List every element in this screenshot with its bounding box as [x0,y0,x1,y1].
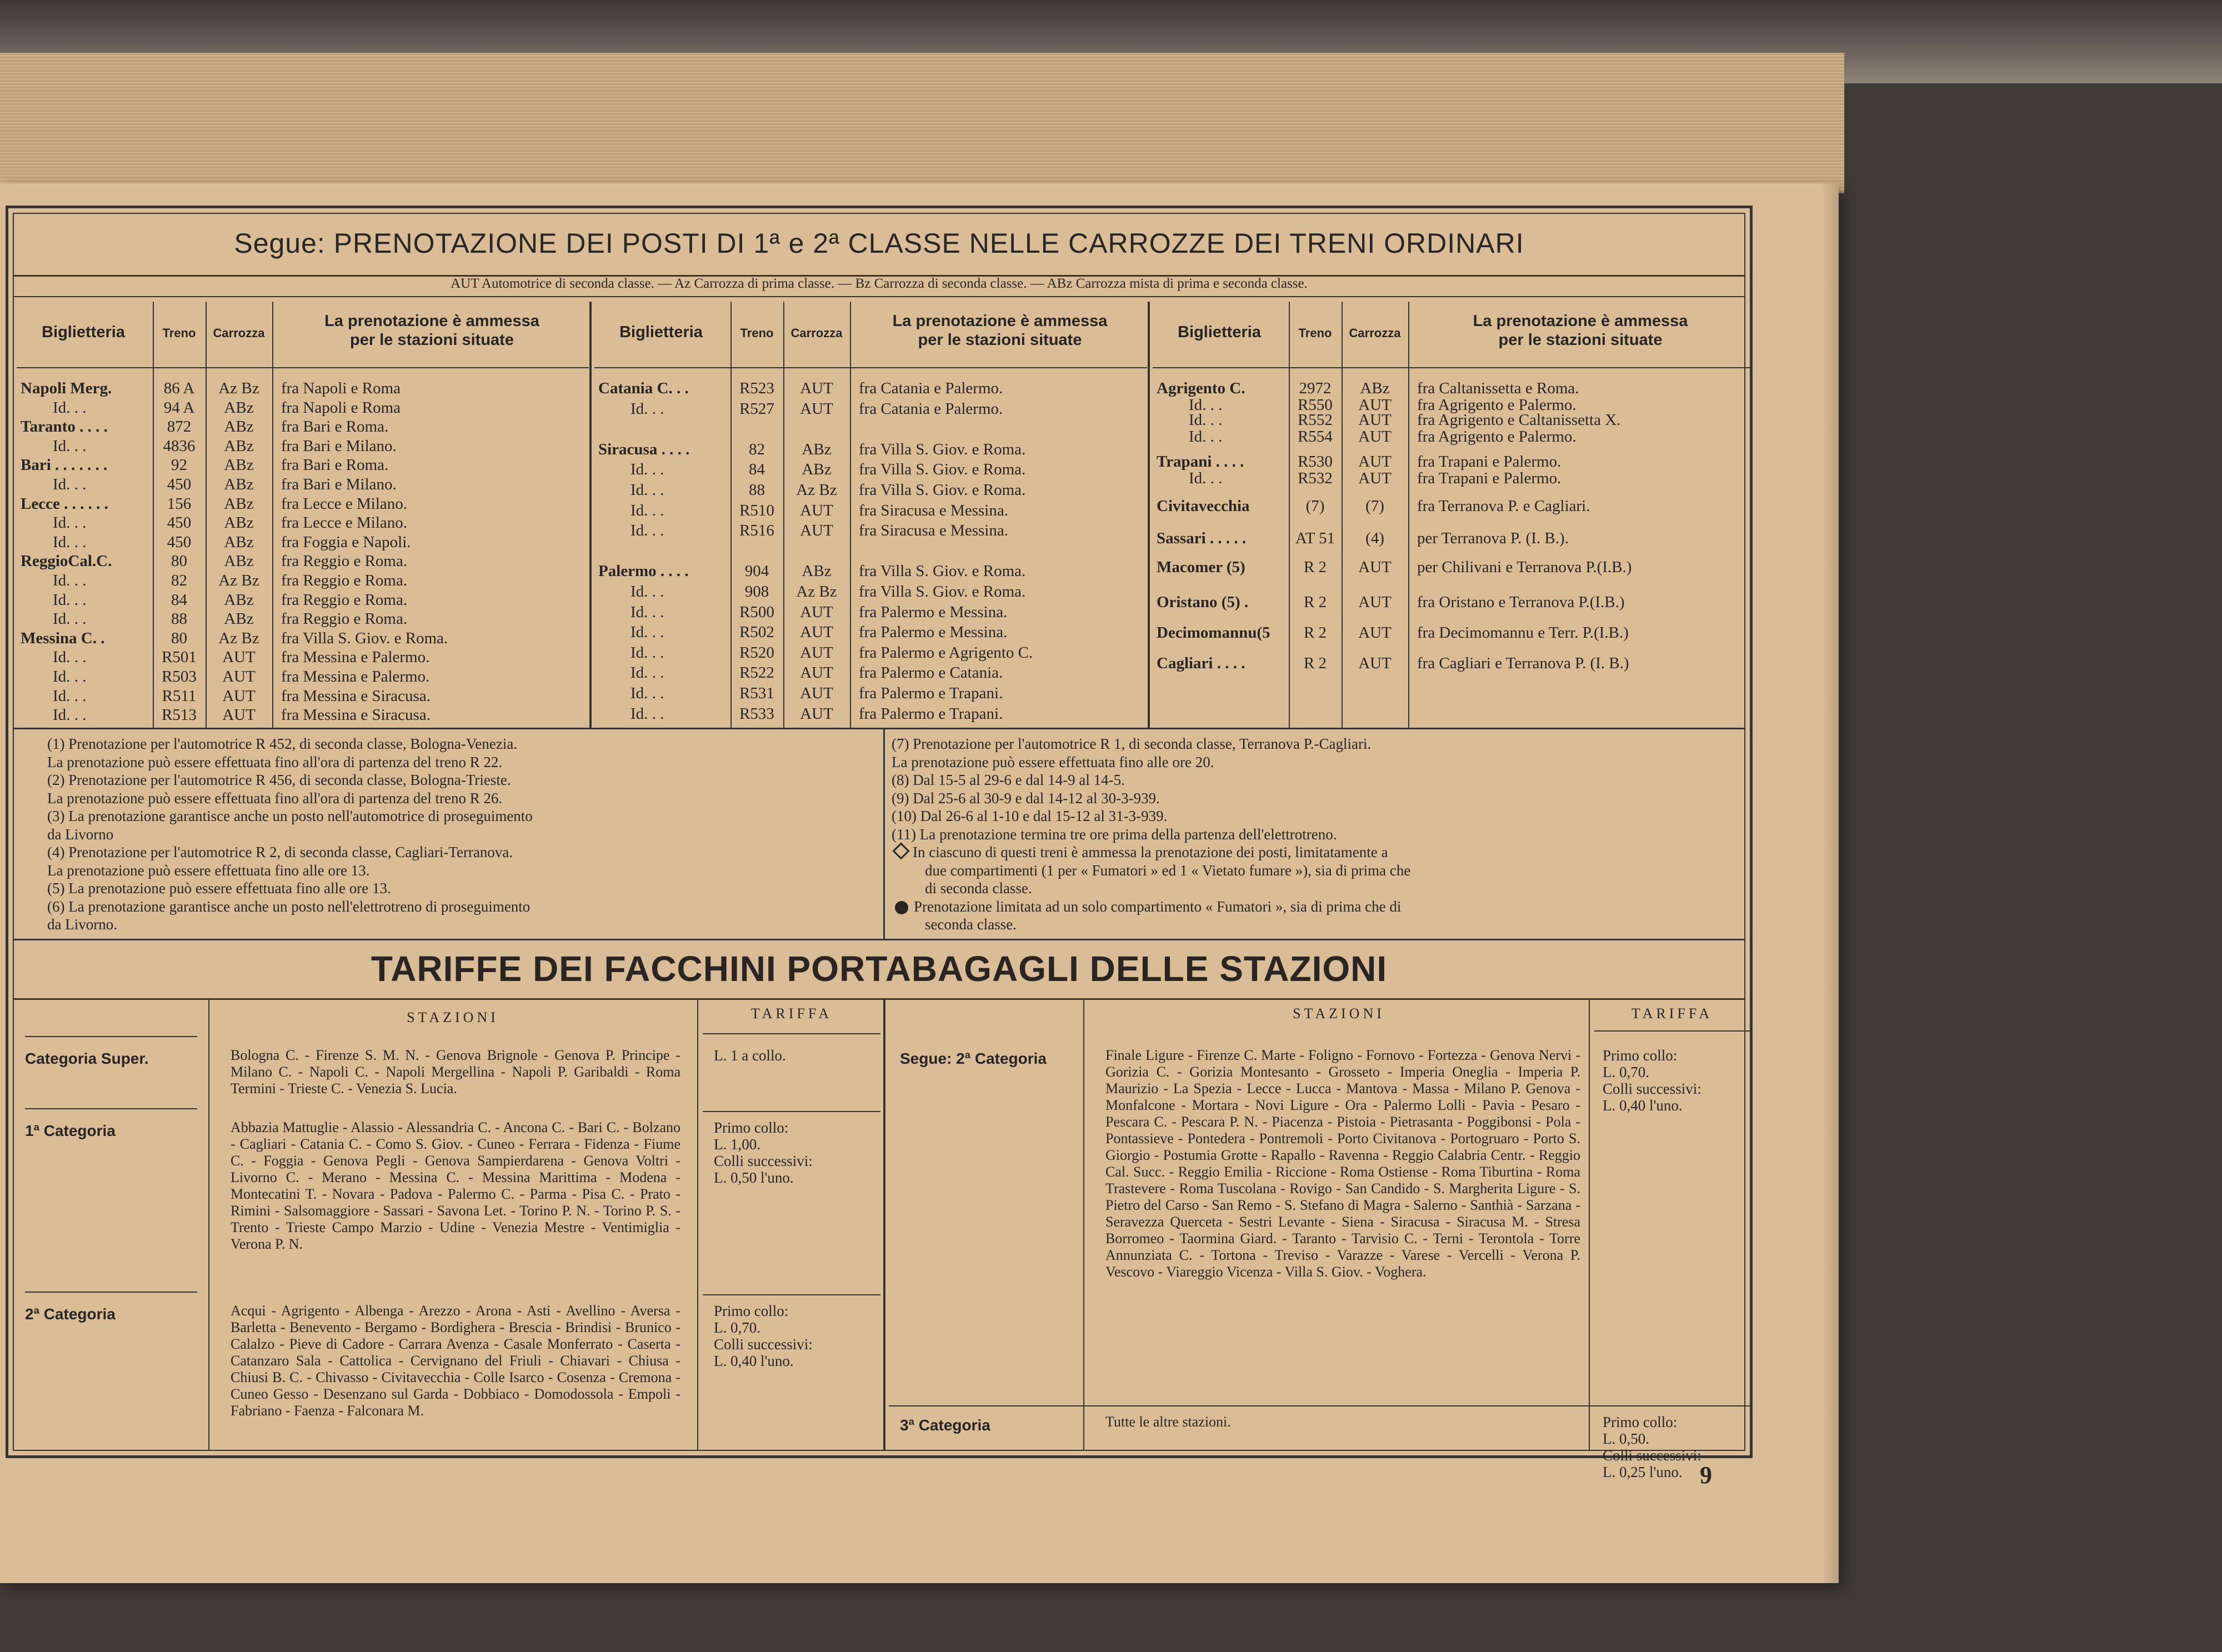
block-rule [1148,302,1150,728]
table-cell-station: Id. . . [53,610,87,628]
table-cell-carriage: AUT [800,603,833,621]
table-cell-train: R 2 [1303,654,1327,672]
footnote: (1) Prenotazione per l'automotrice R 452, di seconda classe, Bologna-Venezia. [47,735,518,752]
table-cell-route: fra Siracusa e Messina. [859,501,1008,519]
table-cell-station: Bari . . . . . . . [21,456,108,474]
table-cell-station: Trapani . . . . [1157,453,1244,470]
station-list: Bologna C. - Firenze S. M. N. - Genova Brignole - Genova P. Principe - Milano C. - Napoli C. - Napoli Mergellina - Napoli P. Garibaldi - Roma Termini - Trieste C. - Venezia S. Lucia. [231,1047,680,1097]
table-cell-route: fra Cagliari e Terranova P. (I. B.) [1417,654,1629,672]
table-cell-train: R530 [1298,453,1333,470]
table-cell-carriage: ABz [224,610,254,628]
column-rule [850,302,851,728]
table-cell-train: 450 [167,533,192,551]
col-header-biglietteria: Biglietteria [1178,323,1261,341]
notes-divider [883,728,885,939]
station-list: Abbazia Mattuglie - Alassio - Alessandria C. - Ancona C. - Bari C. - Bolzano - Cagliari - Catania C. - Como S. Giov. - Cuneo - Ferrara - Fidenza - Fiume C. - Foggia - Genova Pegli - Genova Sampierdarena - Genova Voltri - Livorno C. - Merano - Messina C. - Messina Marittima - Modena - Montecatini T. - Novara - Padova - Palermo C. - Parma - Pisa C. - Prato - Rimini - Salsomaggiore - Sassari - Savona Let. - Torino P. N. - Torino P. S. - Trento - Trieste Campo Marzio - Udine - Venezia Mestre - Ventimiglia - Verona P. N. [231,1119,680,1252]
col-header-prenotazione: La prenotazione è ammessa [324,312,539,330]
table-cell-route: fra Bari e Roma. [281,456,389,474]
table-cell-carriage: Az Bz [218,379,259,397]
footnote-dot [925,915,1017,933]
table-cell-carriage: ABz [802,460,832,479]
tariff-header-tariffa: TARIFFA [750,1005,833,1022]
table-cell-station: Id. . . [630,664,664,682]
footnote: (8) Dal 15-5 al 29-6 e dal 14-9 al 14-5. [892,772,1125,788]
footnote: (7) Prenotazione per l'automotrice R 1, di seconda classe, Terranova P.-Cagliari. [892,735,1372,752]
table-cell-train: 88 [171,610,187,628]
category-label: Categoria Super. [25,1050,149,1067]
tariff-header-stazioni: STAZIONI [407,1009,499,1025]
table-cell-train: 2972 [1299,379,1332,397]
table-cell-train: R520 [739,643,774,662]
page-edges [0,53,1844,193]
table-cell-carriage: ABz [224,418,254,436]
dot-marker-icon [895,901,908,914]
table-cell-station: Cagliari . . . . [1157,654,1245,672]
table-cell-carriage: ABz [224,494,254,513]
table-cell-route: fra Trapani e Palermo. [1417,453,1562,470]
footnote: (5) La prenotazione può essere effettuata fino alle ore 13. [47,880,391,897]
table-cell-station: Messina C. . [21,629,105,647]
table-cell-train: R 2 [1303,593,1327,611]
col-header-carrozza: Carrozza [790,326,843,340]
table-cell-route: fra Oristano e Terranova P.(I.B.) [1417,593,1625,611]
table-cell-train: 156 [167,494,192,513]
col-header-carrozza: Carrozza [1349,326,1401,340]
table-cell-train: R527 [739,399,774,418]
table-cell-station: Id. . . [630,643,664,662]
col-header-prenotazione: La prenotazione è ammessa [1473,312,1688,330]
table-cell-route: fra Agrigento e Caltanissetta X. [1417,411,1621,429]
table-cell-carriage: AUT [800,623,833,642]
tariff-value: Primo collo: L. 0,50. Colli successivi: L. 0,25 l'uno. [1603,1414,1701,1480]
table-cell-carriage: AUT [800,399,833,418]
table-cell-train: R531 [739,684,774,702]
footnote: da Livorno. [47,916,117,933]
table-cell-train: 84 [171,590,187,609]
table-cell-station: Id. . . [53,398,87,417]
table-cell-train: 80 [171,629,187,647]
table-cell-carriage: AUT [222,648,256,667]
table-cell-train: R501 [162,648,197,667]
table-cell-train: R502 [739,623,774,642]
table-cell-station: Id. . . [630,684,664,702]
table-cell-carriage: AUT [1358,396,1392,414]
table-cell-route: fra Villa S. Giov. e Roma. [859,481,1026,499]
table-cell-train: 82 [749,440,765,458]
header-rule [1153,367,1750,368]
table-cell-station: Id. . . [53,475,87,493]
table-cell-route: fra Bari e Milano. [281,475,397,493]
table-cell-carriage: ABz [224,552,254,570]
row-rule [889,1405,1750,1406]
table-cell-train: 450 [167,475,192,493]
table-cell-route: fra Bari e Milano. [281,437,397,455]
page-title: Segue: PRENOTAZIONE DEI POSTI DI 1ª e 2ª CLASSE NELLE CARROZZE DEI TRENI ORDINARI [234,228,1524,259]
diamond-marker-icon [892,842,909,859]
table-cell-station: Id. . . [1189,411,1223,429]
table-cell-train: R 2 [1303,558,1327,576]
footnote: (2) Prenotazione per l'automotrice R 456, di seconda classe, Bologna-Trieste. [47,772,511,788]
table-cell-route: fra Lecce e Milano. [281,514,408,532]
col-header-treno: Treno [740,326,774,340]
table-cell-train: 88 [749,481,765,499]
table-cell-route: fra Catania e Palermo. [859,379,1003,397]
block-rule [589,302,592,728]
table-cell-route: fra Palermo e Agrigento C. [859,643,1033,662]
footnote: da Livorno [47,825,114,843]
table-cell-station: Civitavecchia [1157,497,1250,515]
table-cell-carriage: AUT [1358,654,1392,672]
table-cell-carriage: AUT [800,379,833,397]
notes-bottom-rule [14,939,1744,940]
table-cell-station: Id. . . [53,572,87,589]
table-cell-train: 4836 [163,437,196,455]
table-cell-train: R510 [739,501,774,519]
table-cell-carriage: AUT [222,687,256,705]
table-cell-station: Id. . . [630,460,664,479]
footnote-text: seconda classe. [925,916,1017,933]
table-cell-route: fra Messina e Siracusa. [281,687,431,705]
table-cell-train: 82 [171,572,187,589]
table-cell-station: Id. . . [630,704,664,723]
table-cell-station: Decimomannu(5 [1157,624,1270,642]
table-cell-route: fra Messina e Siracusa. [281,706,431,724]
col-header-biglietteria: Biglietteria [42,323,125,341]
table-cell-carriage: ABz [802,562,832,580]
table-cell-station: Id. . . [53,590,87,609]
table-cell-station: Id. . . [630,603,664,621]
category-label: 1ª Categoria [25,1122,116,1139]
legend: AUT Automotrice di seconda classe. — Az Carrozza di prima classe. — Bz Carrozza di seconda classe. — ABz Carrozza mista di prima e seconda classe. [451,276,1308,291]
table-cell-train: 94 A [163,398,195,417]
table-cell-train: 86 A [163,379,195,397]
row-rule [703,1294,880,1295]
table-cell-route: fra Reggio e Roma. [281,572,408,589]
table-cell-carriage: ABz [224,475,254,493]
tariff-value: L. 1 a collo. [714,1047,786,1064]
row-rule [703,1111,880,1112]
table-cell-train: 908 [744,583,769,600]
tariff-rule [1589,1000,1590,1450]
tariff-header-tariffa: TARIFFA [1631,1005,1713,1022]
tariff-header-rule [703,1033,880,1034]
table-cell-route: fra Caltanissetta e Roma. [1417,379,1579,397]
table-cell-route: fra Napoli e Roma [281,398,401,417]
table-cell-train: R523 [739,379,774,397]
table-cell-route: fra Messina e Palermo. [281,648,430,667]
table-cell-station: Catania C. . . [598,379,689,397]
table-cell-carriage: AUT [222,668,256,685]
table-cell-train: R503 [162,668,197,685]
table-cell-station: Id. . . [630,501,664,519]
category-rule [25,1036,197,1037]
table-cell-station: Id. . . [53,533,87,551]
table-cell-carriage: AUT [1358,428,1392,445]
table-bottom-rule [14,728,1744,729]
footnote-diamond [925,862,1410,879]
table-cell-carriage: AUT [1358,558,1392,576]
table-cell-carriage: ABz [802,440,832,458]
col-header-stazioni: per le stazioni situate [350,331,514,349]
table-cell-carriage: ABz [224,398,254,417]
table-cell-carriage: (4) [1365,529,1384,547]
table-cell-carriage: AUT [800,522,833,540]
table-cell-train: 84 [749,460,765,479]
table-cell-carriage: AUT [800,704,833,723]
table-cell-route: fra Palermo e Messina. [859,623,1008,642]
tariff-title-rule [14,998,1744,1000]
table-cell-route: fra Foggia e Napoli. [281,533,411,551]
table-cell-train: AT 51 [1295,529,1335,547]
col-header-treno: Treno [1298,326,1332,340]
table-cell-route: fra Catania e Palermo. [859,399,1003,418]
footnote-diamond [892,843,1388,861]
table-cell-carriage: (7) [1365,497,1384,515]
table-cell-train: R552 [1298,411,1333,429]
table-cell-route: fra Villa S. Giov. e Roma. [859,440,1026,458]
table-cell-station: Napoli Merg. [21,379,112,397]
table-cell-carriage: AUT [1358,411,1392,429]
table-cell-route: fra Siracusa e Messina. [859,522,1008,540]
table-cell-carriage: AUT [800,643,833,662]
table-cell-carriage: ABz [224,437,254,455]
table-cell-route: fra Agrigento e Palermo. [1417,396,1577,414]
table-cell-carriage: Az Bz [796,481,837,499]
table-cell-station: Id. . . [1189,428,1223,445]
footnote-text: due compartimenti (1 per « Fumatori » ed 1 « Vietato fumare »), sia di prima che [925,862,1411,879]
station-list: Tutte le altre stazioni. [1105,1414,1231,1430]
table-cell-route: per Chilivani e Terranova P.(I.B.) [1417,558,1632,576]
table-cell-route: fra Napoli e Roma [281,379,401,397]
category-rule [25,1108,197,1109]
footnote: (6) La prenotazione garantisce anche un posto nell'elettrotreno di proseguimento [47,898,531,915]
table-cell-train: R 2 [1303,624,1327,642]
table-cell-station: Id. . . [53,668,87,685]
table-cell-route: fra Trapani e Palermo. [1417,469,1562,487]
footnote: (4) Prenotazione per l'automotrice R 2, di seconda classe, Cagliari-Terranova. [47,844,513,860]
category-label: 3ª Categoria [900,1416,990,1434]
footnote: (3) La prenotazione garantisce anche un posto nell'automotrice di proseguimento [47,808,533,824]
table-cell-route: fra Palermo e Trapani. [859,704,1003,723]
table-cell-train: R533 [739,704,774,723]
table-cell-station: Sassari . . . . . [1157,529,1247,547]
category-label: 2ª Categoria [25,1305,116,1323]
footnote-text: Prenotazione limitata ad un solo compartimento « Fumatori », sia di prima che di [914,898,1402,915]
column-rule [272,302,273,728]
table-cell-carriage: ABz [224,590,254,609]
table-cell-station: Id. . . [630,481,664,499]
table-cell-route: per Terranova P. (I. B.). [1417,529,1569,547]
table-cell-station: Palermo . . . . [598,562,689,580]
tariff-value: Primo collo: L. 1,00. Colli successivi: L. 0,50 l'uno. [714,1119,813,1186]
table-cell-station: Id. . . [1189,469,1223,487]
table-cell-station: Macomer (5) [1157,558,1245,576]
table-cell-route: fra Palermo e Messina. [859,603,1008,621]
table-cell-carriage: ABz [1360,379,1390,397]
table-cell-station: Lecce . . . . . . [21,494,108,513]
table-cell-route: fra Agrigento e Palermo. [1417,428,1577,445]
table-cell-station: Id. . . [53,648,87,667]
tariff-header-stazioni: STAZIONI [1293,1005,1385,1022]
footnote: La prenotazione può essere effettuata fino alle ore 13. [47,862,370,879]
footnote: La prenotazione può essere effettuata fino all'ora di partenza del treno R 22. [47,753,503,770]
table-cell-train: 904 [744,562,769,580]
table-cell-carriage: Az Bz [218,629,259,647]
table-cell-train: R513 [162,706,197,724]
table-cell-carriage: AUT [1358,624,1392,642]
table-cell-carriage: Az Bz [218,572,259,589]
table-cell-route: fra Reggio e Roma. [281,590,408,609]
legend-rule [14,296,1744,297]
footnote: La prenotazione può essere effettuata fino alle ore 20. [892,753,1214,770]
table-cell-route: fra Reggio e Roma. [281,552,408,570]
table-cell-station: Id. . . [630,623,664,642]
table-cell-route: fra Villa S. Giov. e Roma. [859,583,1026,600]
col-header-prenotazione: La prenotazione è ammessa [892,312,1108,330]
table-cell-train: R516 [739,522,774,540]
page-frame [6,206,1753,1480]
footnote-diamond [925,879,1032,897]
table-cell-carriage: AUT [800,501,833,519]
table-cell-route: fra Palermo e Catania. [859,664,1003,682]
col-header-carrozza: Carrozza [213,326,265,340]
station-list: Acqui - Agrigento - Albenga - Arezzo - Arona - Asti - Avellino - Aversa - Barletta - Benevento - Bergamo - Bordighera - Brescia - Brindisi - Brunico - Calalzo - Pieve di Cadore - Carrara Avenza - Casale Monferrato - Caserta - Catanzaro Sala - Cattolica - Cervignano del Friuli - Chiavari - Chiusa - Chiusi B. C. - Chivasso - Civitavecchia - Colle Isarco - Cosenza - Cremona - Cuneo Gesso - Desenzano sul Garda - Dobbiaco - Domodossola - Empoli - Fabriano - Faenza - Falconara M. [231,1303,680,1419]
tariff-rule [1083,1000,1084,1450]
table-cell-train: 872 [167,418,192,436]
table-cell-route: fra Decimomannu e Terr. P.(I.B.) [1417,624,1629,642]
footnote-text: di seconda classe. [925,880,1032,897]
table-cell-train: R550 [1298,396,1333,414]
table-cell-route: fra Messina e Palermo. [281,668,430,685]
table-cell-train: R511 [162,687,197,705]
station-list: Finale Ligure - Firenze C. Marte - Foligno - Fornovo - Fortezza - Genova Nervi - Gorizia C. - Gorizia Montesanto - Grosseto - Imperia Oneglia - Imperia P. Maurizio - La Spezia - Lecce - Lucca - Mantova - Massa - Milano P. Genova - Monfalcone - Mortara - Novi Ligure - Ora - Palermo Lolli - Pavia - Pesaro - Pescara C. - Pescara P. N. - Piacenza - Pistoia - Pietrasanta - Poggibonsi - Pola - Pontassieve - Pontedera - Pontremoli - Porto Civitanova - Portogruaro - Porto S. Giorgio - Postumia Grotte - Rapallo - Ravenna - Reggio Calabria Centr. - Reggio Cal. Succ. - Reggio Emilia - Riccione - Roma Ostiense - Roma Tiburtina - Roma Trastevere - Roma Tuscolana - Rovigo - San Candido - S. Margherita Ligure - S. Pietro del Carso - San Remo - S. Stefano di Magra - Salerno - Santhià - Sarzana - Seravezza Querceta - Sestri Levante - Siena - Siracusa - Siracusa M. - Stresa Borromeo - Taormina Giard. - Taranto - Tarvisio C. - Terni - Terontola - Torre Annunziata C. - Tortona - Treviso - Varazze - Varese - Vercelli - Verona P. Vescovo - Viareggio Vicenza - Villa S. Giov. - Voghera. [1105,1047,1580,1280]
table-cell-station: Id. . . [1189,396,1223,414]
table-cell-carriage: Az Bz [796,583,837,600]
table-cell-station: Agrigento C. [1157,379,1245,397]
table-cell-train: R532 [1298,469,1333,487]
footnote: (11) La prenotazione termina tre ore prima della partenza dell'elettrotreno. [892,825,1337,843]
col-header-treno: Treno [162,326,196,340]
table-cell-carriage: ABz [224,533,254,551]
table-cell-train: 450 [167,514,192,532]
tariff-rule [697,1000,698,1450]
col-header-stazioni: per le stazioni situate [918,331,1082,349]
footnote-dot [892,898,1401,915]
col-header-stazioni: per le stazioni situate [1498,331,1663,349]
tariff-header-rule [1594,1030,1750,1032]
header-rule [17,367,589,368]
tariff-rule [883,1000,885,1450]
table-cell-station: Id. . . [53,514,87,532]
table-cell-carriage: ABz [224,514,254,532]
tariff-title: TARIFFE DEI FACCHINI PORTABAGAGLI DELLE STAZIONI [371,949,1388,989]
table-cell-route: fra Villa S. Giov. e Roma. [859,562,1026,580]
footnote: (9) Dal 25-6 al 30-9 e dal 14-12 al 30-3-939. [892,789,1160,807]
page-number: 9 [1700,1461,1712,1489]
table-cell-route: fra Palermo e Trapani. [859,684,1003,702]
table-cell-train: 80 [171,552,187,570]
table-cell-carriage: AUT [1358,453,1392,470]
table-cell-train: R500 [739,603,774,621]
table-cell-route: fra Villa S. Giov. e Roma. [859,460,1026,479]
column-rule [1408,302,1409,728]
table-cell-carriage: AUT [800,664,833,682]
footnote: (10) Dal 26-6 al 1-10 e dal 15-12 al 31-3-939. [892,808,1168,824]
page [0,183,1839,1583]
table-cell-station: Siracusa . . . . [598,440,690,458]
table-cell-route: fra Reggio e Roma. [281,610,408,628]
table-cell-station: Taranto . . . . [21,418,108,436]
table-cell-train: 92 [171,456,187,474]
table-cell-train: R522 [739,664,774,682]
table-cell-station: ReggioCal.C. [21,552,112,570]
table-cell-route: fra Terranova P. e Cagliari. [1417,497,1590,515]
footnote: La prenotazione può essere effettuata fino all'ora di partenza del treno R 26. [47,789,503,807]
table-cell-route: fra Villa S. Giov. e Roma. [281,629,448,647]
table-cell-station: Id. . . [630,522,664,540]
table-cell-station: Id. . . [53,687,87,705]
table-cell-station: Id. . . [630,399,664,418]
table-cell-station: Id. . . [53,706,87,724]
table-cell-carriage: AUT [1358,469,1392,487]
table-cell-carriage: AUT [1358,593,1392,611]
header-rule [594,367,1147,368]
tariff-value: Primo collo: L. 0,70. Colli successivi: L. 0,40 l'uno. [1603,1047,1701,1114]
table-cell-carriage: AUT [800,684,833,702]
table-cell-route: fra Bari e Roma. [281,418,389,436]
table-cell-station: Id. . . [53,437,87,455]
table-cell-route: fra Lecce e Milano. [281,494,408,513]
category-rule [25,1291,197,1293]
table-cell-station: Oristano (5) . [1157,593,1249,611]
frame-inner [13,213,1745,1480]
table-cell-train: R554 [1298,428,1333,445]
table-cell-station: Id. . . [630,583,664,600]
table-cell-carriage: AUT [222,706,256,724]
table-cell-carriage: ABz [224,456,254,474]
tariff-value: Primo collo: L. 0,70. Colli successivi: L. 0,40 l'uno. [714,1303,813,1369]
category-label: Segue: 2ª Categoria [900,1050,1047,1067]
tariff-rule [208,1000,209,1450]
col-header-biglietteria: Biglietteria [619,323,703,341]
footnote-text: In ciascuno di questi treni è ammessa la prenotazione dei posti, limitatamente a [913,844,1388,860]
table-cell-train: (7) [1305,497,1325,515]
